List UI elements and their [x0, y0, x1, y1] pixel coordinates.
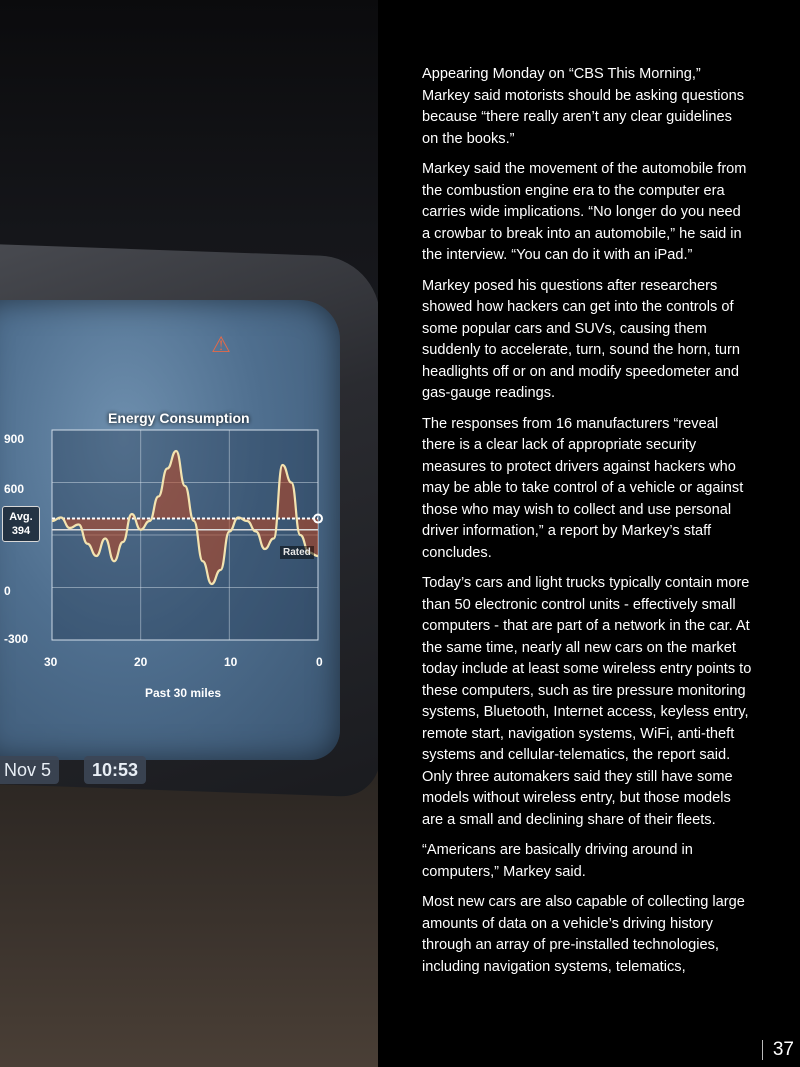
date-display: Nov 5	[0, 756, 59, 784]
average-value: 394	[11, 525, 31, 537]
x-axis-caption: Past 30 miles	[145, 686, 222, 700]
x-tick-0: 0	[316, 655, 323, 669]
average-badge	[2, 506, 40, 542]
x-tick-20: 20	[134, 655, 148, 669]
article-paragraph: Appearing Monday on “CBS This Morning,” Markey said motorists should be asking questions because “there really aren’t any clear guidelines on the books.”	[422, 66, 745, 147]
article-paragraph: Today’s cars and light trucks typically contain more than 50 electronic control units - effectively small computers - that are part of a network in the car. At the same time, nearly all new cars on the market today include at least some wireless entry points to these computers, such as tire pressure monitoring systems, Bluetooth, Internet access, keyless entry, remote start, navigation systems, WiFi, anti-theft systems and cellular-telematics, the report said. Only three automakers said they still have some models without wireless entry, but those models are a small and declining share of their fleets.	[422, 575, 752, 828]
page-number: 37	[762, 1040, 794, 1060]
energy-chart	[0, 400, 340, 720]
x-tick-30: 30	[44, 655, 58, 669]
article-paragraph: Markey posed his questions after researchers showed how hackers can get into the controls of some popular cars and SUVs, causing them suddenly to accelerate, turn, sound the horn, turn headlights off or on and modify speedometer and gas-gauge readings.	[422, 277, 741, 401]
time-display: 10:53	[84, 756, 146, 784]
average-label: Avg.	[9, 511, 33, 523]
car-warning-icon: ⚠	[211, 332, 231, 357]
y-tick-900: 900	[4, 432, 25, 446]
article-paragraph: The responses from 16 manufacturers “reveal there is a clear lack of appropriate security measures to protect drivers against hackers who may be able to take control of a vehicle or against those who may wish to collect and use personal driver information,” a report by Markey’s staff concludes.	[422, 415, 744, 561]
rated-label: Rated	[280, 546, 314, 559]
y-tick-0: 0	[4, 584, 11, 598]
chart-title: Energy Consumption	[108, 410, 250, 426]
y-tick-minus-300: -300	[4, 632, 29, 646]
article-paragraph: Markey said the movement of the automobile from the combustion engine era to the computer era carries wide implications. “No longer do you need a crowbar to break into an automobile,” he said in the interview. “You can do it with an iPad.”	[422, 161, 747, 263]
x-tick-10: 10	[224, 655, 238, 669]
article-body	[422, 64, 752, 987]
article-paragraph: Most new cars are also capable of collecting large amounts of data on a vehicle’s driving history through an array of pre-installed technologies, including navigation systems, telematics,	[422, 894, 745, 975]
y-tick-600: 600	[4, 482, 25, 496]
article-paragraph: “Americans are basically driving around in computers,” Markey said.	[422, 842, 693, 880]
dashboard-photo	[0, 0, 378, 1067]
